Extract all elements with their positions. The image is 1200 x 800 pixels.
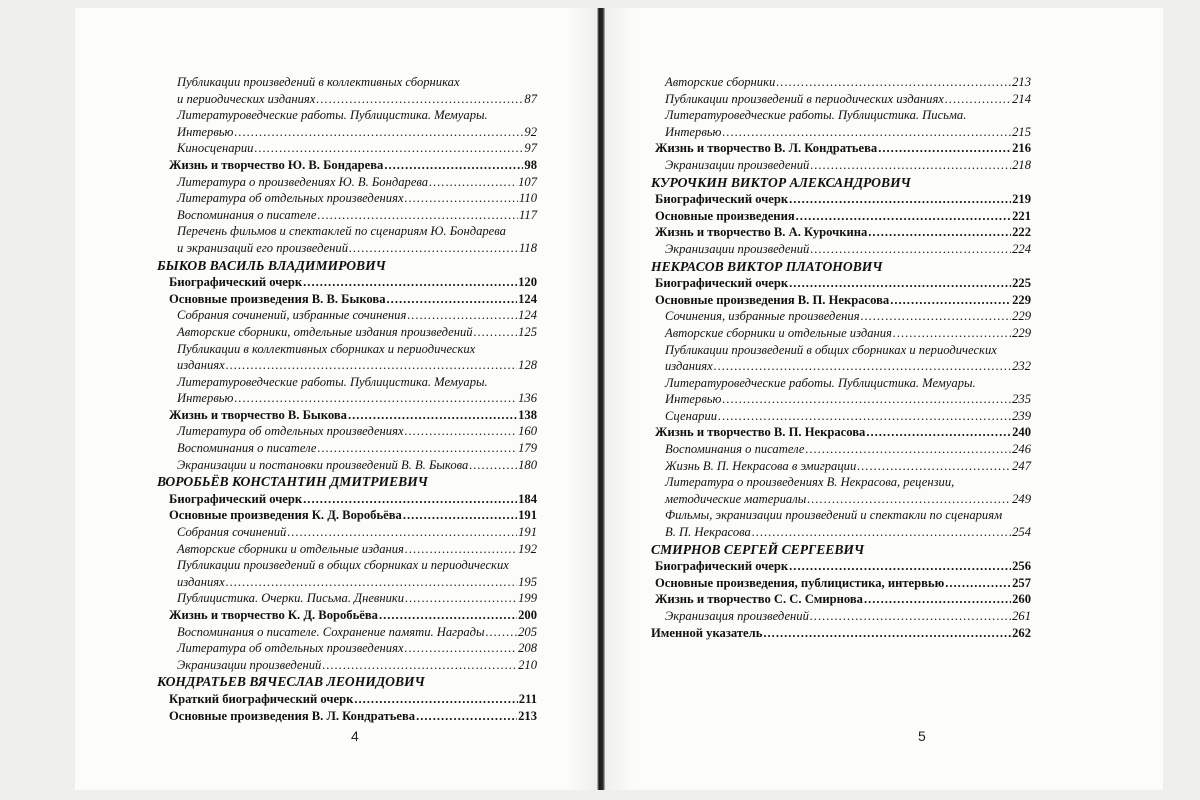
toc-dot-leader — [407, 307, 517, 324]
toc-entry — [157, 657, 537, 674]
toc-dot-leader — [322, 657, 517, 674]
toc-page-number: 199 — [518, 591, 537, 606]
toc-page-number: 225 — [1012, 276, 1031, 291]
toc-page-number: 97 — [524, 141, 537, 156]
toc-entry — [651, 458, 1031, 475]
toc-entry — [157, 174, 537, 191]
toc-entry — [157, 423, 537, 440]
toc-author-heading: БЫКОВ ВАСИЛЬ ВЛАДИМИРОВИЧ — [157, 257, 386, 273]
toc-entry-line: Литературоведческие работы. Публицистика. Мемуары. — [665, 375, 976, 390]
toc-entry-title: Экранизации и постановки произведений В. В. Быкова — [177, 457, 469, 472]
toc-entry-title: Жизнь и творчество В. П. Некрасова — [655, 425, 866, 440]
toc-page-number: 118 — [519, 240, 537, 255]
left-page-number: 4 — [351, 728, 359, 744]
toc-dot-leader — [405, 190, 518, 207]
toc-dot-leader — [403, 507, 517, 524]
toc-dot-leader — [405, 640, 518, 657]
toc-entry-title: Литература об отдельных произведениях — [177, 641, 404, 656]
toc-dot-leader — [354, 691, 517, 708]
right-toc — [651, 74, 1031, 641]
toc-page-number: 235 — [1012, 392, 1031, 407]
toc-dot-leader — [805, 441, 1011, 458]
toc-dot-leader — [796, 208, 1011, 225]
toc-entry-title: изданиях — [177, 574, 225, 589]
toc-entry — [651, 224, 1031, 241]
toc-page-number: 219 — [1012, 192, 1031, 207]
toc-entry — [651, 408, 1031, 425]
toc-entry — [157, 524, 537, 541]
toc-page-number: 200 — [518, 608, 537, 622]
toc-entry-title: Интервью — [665, 124, 722, 139]
left-page — [75, 8, 597, 790]
toc-dot-leader — [474, 324, 518, 341]
toc-dot-leader — [752, 524, 1011, 541]
toc-entry — [651, 358, 1031, 375]
toc-page-number: 240 — [1012, 425, 1031, 440]
toc-entry — [651, 424, 1031, 441]
toc-entry — [651, 74, 1031, 91]
toc-dot-leader — [226, 357, 517, 374]
toc-page-number: 246 — [1012, 442, 1031, 457]
toc-entry — [651, 524, 1031, 541]
toc-entry-title: Собрания сочинений, избранные сочинения — [177, 308, 407, 323]
toc-page-number: 92 — [524, 124, 537, 139]
toc-page-number: 180 — [518, 457, 537, 472]
toc-dot-leader — [416, 708, 517, 725]
toc-entry-line: Фильмы, экранизации произведений и спектакли по сценариям — [665, 508, 1003, 523]
toc-page-number: 261 — [1012, 609, 1031, 623]
toc-dot-leader — [287, 524, 517, 541]
toc-entry — [651, 625, 1031, 642]
toc-entry-title: Воспоминания о писателе — [665, 442, 805, 457]
toc-entry-title: Жизнь и творчество К. Д. Воробьёва — [169, 608, 378, 622]
toc-entry-title: Экранизации произведений — [177, 657, 322, 672]
toc-dot-leader — [866, 424, 1011, 441]
toc-entry — [157, 607, 537, 624]
toc-entry — [157, 240, 537, 257]
toc-entry — [651, 308, 1031, 325]
toc-dot-leader — [810, 157, 1011, 174]
toc-entry-title: Экранизации произведений — [665, 157, 810, 172]
toc-entry-title: В. П. Некрасова — [665, 525, 751, 540]
toc-dot-leader — [789, 558, 1011, 575]
toc-entry-title: Литература об отдельных произведениях — [177, 424, 404, 439]
toc-entry — [651, 241, 1031, 258]
toc-entry-title: Биографический очерк — [169, 491, 303, 506]
toc-entry — [157, 491, 537, 508]
toc-entry — [651, 275, 1031, 292]
right-page — [605, 8, 1163, 790]
toc-author-heading: НЕКРАСОВ ВИКТОР ПЛАТОНОВИЧ — [651, 258, 883, 274]
toc-entry-title: Именной указатель — [651, 625, 763, 640]
toc-page-number: 257 — [1012, 575, 1031, 590]
toc-dot-leader — [714, 358, 1011, 375]
toc-dot-leader — [864, 591, 1011, 608]
toc-entry — [157, 357, 537, 374]
toc-page-number: 224 — [1012, 241, 1031, 256]
toc-entry — [157, 640, 537, 657]
toc-page-number: 208 — [518, 641, 537, 656]
toc-page-number: 128 — [518, 358, 537, 373]
toc-page-number: 215 — [1012, 124, 1031, 139]
toc-dot-leader — [348, 407, 517, 424]
toc-dot-leader — [722, 124, 1011, 141]
toc-entry — [651, 491, 1031, 508]
toc-entry — [651, 558, 1031, 575]
toc-dot-leader — [810, 608, 1011, 625]
toc-entry — [157, 274, 537, 291]
toc-page-number: 211 — [518, 691, 537, 706]
toc-dot-leader — [945, 575, 1011, 592]
toc-entry-title: Основные произведения К. Д. Воробьёва — [169, 508, 402, 523]
toc-page-number: 179 — [518, 441, 537, 456]
toc-author-heading: КОНДРАТЬЕВ ВЯЧЕСЛАВ ЛЕОНИДОВИЧ — [157, 674, 425, 690]
toc-entry-title: Биографический очерк — [655, 276, 789, 291]
toc-entry — [651, 292, 1031, 309]
toc-entry — [157, 291, 537, 308]
toc-dot-leader — [861, 308, 1012, 325]
toc-page-number: 160 — [518, 424, 537, 439]
toc-page-number: 216 — [1012, 141, 1031, 156]
toc-entry — [651, 608, 1031, 625]
toc-entry-title: Авторские сборники и отдельные издания — [665, 325, 892, 340]
toc-dot-leader — [878, 140, 1011, 157]
toc-page-number: 222 — [1012, 225, 1031, 240]
toc-dot-leader — [722, 391, 1011, 408]
toc-page-number: 98 — [524, 157, 537, 172]
toc-entry — [157, 440, 537, 457]
toc-page-number: 120 — [518, 275, 537, 290]
toc-entry — [651, 325, 1031, 342]
toc-author-heading: СМИРНОВ СЕРГЕЙ СЕРГЕЕВИЧ — [651, 541, 865, 557]
toc-entry-title: Авторские сборники — [665, 75, 776, 89]
toc-page-number: 125 — [518, 324, 537, 339]
toc-page-number: 195 — [518, 574, 537, 589]
toc-entry-title: Собрания сочинений — [177, 525, 287, 540]
toc-page-number: 221 — [1012, 208, 1031, 223]
toc-dot-leader — [234, 124, 523, 141]
toc-dot-leader — [317, 207, 518, 224]
toc-dot-leader — [226, 574, 517, 591]
toc-entry — [157, 190, 537, 207]
toc-entry — [651, 124, 1031, 141]
toc-dot-leader — [486, 624, 518, 641]
toc-entry — [157, 541, 537, 558]
toc-page-number: 87 — [524, 91, 537, 106]
toc-entry-title: Публицистика. Очерки. Письма. Дневники — [177, 591, 405, 606]
toc-dot-leader — [810, 241, 1011, 258]
toc-page-number: 232 — [1012, 359, 1031, 374]
toc-dot-leader — [890, 292, 1011, 309]
toc-dot-leader — [405, 541, 517, 558]
toc-entry-title: Экранизации произведений — [665, 241, 810, 256]
toc-page-number: 239 — [1012, 408, 1031, 423]
toc-page-number: 124 — [518, 291, 537, 306]
toc-dot-leader — [384, 157, 523, 174]
toc-entry — [157, 140, 537, 157]
toc-entry — [157, 708, 537, 725]
toc-entry-title: Воспоминания о писателе — [177, 207, 317, 222]
toc-dot-leader — [789, 275, 1011, 292]
toc-entry — [157, 590, 537, 607]
toc-entry-line: Публикации произведений в коллективных сборниках — [177, 75, 460, 89]
toc-page-number: 191 — [518, 525, 537, 540]
toc-page-number: 260 — [1012, 592, 1031, 607]
toc-entry — [651, 208, 1031, 225]
toc-author-heading: ВОРОБЬЁВ КОНСТАНТИН ДМИТРИЕВИЧ — [157, 474, 428, 490]
toc-entry-title: Сценарии — [665, 408, 718, 423]
toc-dot-leader — [316, 91, 523, 108]
toc-page-number: 205 — [518, 624, 537, 639]
right-page-number: 5 — [918, 728, 926, 744]
toc-entry — [651, 140, 1031, 157]
toc-dot-leader — [379, 607, 517, 624]
toc-dot-leader — [807, 491, 1011, 508]
toc-dot-leader — [405, 590, 517, 607]
toc-dot-leader — [349, 240, 518, 257]
toc-entry-title: Основные произведения — [655, 208, 795, 223]
toc-entry-title: Жизнь и творчество С. С. Смирнова — [655, 592, 863, 607]
toc-page-number: 107 — [518, 174, 537, 189]
toc-page-number: 256 — [1012, 559, 1031, 574]
toc-page-number: 191 — [518, 508, 537, 523]
toc-entry-title: изданиях — [177, 358, 225, 373]
left-toc — [157, 74, 537, 724]
toc-entry-title: Воспоминания о писателе. Сохранение памяти. Награды — [177, 624, 485, 639]
toc-entry — [157, 307, 537, 324]
toc-entry — [157, 457, 537, 474]
toc-entry-title: и экранизаций его произведений — [177, 240, 349, 255]
toc-dot-leader — [303, 491, 517, 508]
toc-page-number: 229 — [1012, 325, 1031, 340]
toc-entry-title: Биографический очерк — [169, 275, 303, 290]
toc-page-number: 262 — [1012, 625, 1031, 640]
toc-entry-line: Публикации произведений в общих сборниках и периодических — [665, 342, 997, 357]
toc-entry — [157, 124, 537, 141]
toc-dot-leader — [303, 274, 517, 291]
toc-dot-leader — [789, 191, 1011, 208]
toc-entry-title: Интервью — [177, 391, 234, 406]
toc-page-number: 229 — [1012, 292, 1031, 307]
toc-entry — [157, 207, 537, 224]
toc-entry — [651, 391, 1031, 408]
toc-entry-title: методические материалы — [665, 491, 807, 506]
toc-entry — [651, 91, 1031, 108]
toc-entry-title: изданиях — [665, 359, 713, 374]
toc-dot-leader — [317, 440, 517, 457]
toc-page-number: 184 — [518, 491, 537, 506]
toc-entry — [651, 441, 1031, 458]
toc-entry — [157, 507, 537, 524]
toc-entry — [157, 390, 537, 407]
book-gutter — [597, 8, 605, 790]
toc-dot-leader — [234, 390, 517, 407]
toc-entry-line: Публикации в коллективных сборниках и периодических — [177, 341, 476, 356]
toc-entry-title: Основные произведения, публицистика, интервью — [655, 575, 945, 590]
toc-page-number: 247 — [1012, 458, 1031, 473]
toc-page-number: 249 — [1012, 491, 1031, 506]
toc-entry-title: Краткий биографический очерк — [169, 691, 354, 706]
toc-page-number: 192 — [518, 541, 537, 556]
toc-entry — [651, 575, 1031, 592]
toc-entry-line: Литература о произведениях В. Некрасова, рецензии, — [665, 475, 955, 490]
toc-entry-title: Биографический очерк — [655, 192, 789, 207]
toc-entry — [157, 574, 537, 591]
toc-entry-title: Киносценарии — [177, 141, 254, 156]
toc-entry-line: Литературоведческие работы. Публицистика. Мемуары. — [177, 108, 488, 123]
toc-dot-leader — [893, 325, 1011, 342]
toc-entry-title: Жизнь и творчество В. А. Курочкина — [655, 225, 868, 240]
book-spread — [75, 8, 1163, 790]
toc-page-number: 254 — [1012, 525, 1031, 540]
toc-entry-title: Жизнь В. П. Некрасова в эмиграции — [665, 458, 857, 473]
toc-entry — [157, 624, 537, 641]
toc-entry-title: Интервью — [177, 124, 234, 139]
toc-entry — [157, 691, 537, 708]
toc-entry-title: Основные произведения В. Л. Кондратьева — [169, 708, 416, 723]
toc-entry-line: Перечень фильмов и спектаклей по сценариям Ю. Бондарева — [177, 224, 506, 239]
toc-dot-leader — [776, 74, 1011, 91]
toc-entry-title: и периодических изданиях — [177, 91, 316, 106]
toc-page-number: 136 — [518, 391, 537, 406]
toc-dot-leader — [254, 140, 523, 157]
toc-entry-title: Основные произведения В. П. Некрасова — [655, 292, 890, 307]
toc-entry — [157, 324, 537, 341]
toc-entry — [651, 191, 1031, 208]
toc-entry-title: Биографический очерк — [655, 559, 789, 574]
toc-page-number: 213 — [1012, 75, 1031, 89]
toc-dot-leader — [868, 224, 1011, 241]
toc-dot-leader — [857, 458, 1011, 475]
toc-page-number: 218 — [1012, 157, 1031, 172]
toc-page-number: 210 — [518, 657, 537, 672]
toc-page-number: 229 — [1012, 309, 1031, 324]
toc-entry-title: Основные произведения В. В. Быкова — [169, 291, 386, 306]
toc-author-heading: КУРОЧКИН ВИКТОР АЛЕКСАНДРОВИЧ — [651, 174, 911, 190]
toc-entry-title: Интервью — [665, 392, 722, 407]
toc-page-number: 117 — [519, 207, 537, 222]
toc-page-number: 124 — [518, 308, 537, 323]
toc-entry — [651, 157, 1031, 174]
toc-entry — [157, 157, 537, 174]
toc-entry — [651, 591, 1031, 608]
toc-dot-leader — [763, 625, 1011, 642]
toc-entry-title: Авторские сборники и отдельные издания — [177, 541, 404, 556]
toc-entry-title: Воспоминания о писателе — [177, 441, 317, 456]
toc-entry-title: Литература об отдельных произведениях — [177, 191, 404, 206]
toc-page-number: 214 — [1012, 91, 1031, 106]
toc-entry-title: Жизнь и творчество Ю. В. Бондарева — [169, 157, 384, 172]
toc-dot-leader — [405, 423, 518, 440]
toc-entry-title: Экранизация произведений — [665, 609, 809, 623]
toc-entry — [157, 407, 537, 424]
toc-page-number: 213 — [518, 708, 537, 723]
toc-entry-title: Жизнь и творчество В. Л. Кондратьева — [655, 141, 878, 156]
toc-entry-title: Сочинения, избранные произведения — [665, 309, 860, 324]
toc-page-number: 138 — [518, 407, 537, 422]
toc-entry-title: Авторские сборники, отдельные издания произведений — [177, 324, 473, 339]
toc-entry-title: Публикации произведений в периодических изданиях — [665, 91, 944, 106]
toc-entry — [157, 91, 537, 108]
toc-dot-leader — [945, 91, 1011, 108]
toc-dot-leader — [387, 291, 518, 308]
toc-dot-leader — [429, 174, 517, 191]
toc-dot-leader — [469, 457, 517, 474]
toc-dot-leader — [718, 408, 1011, 425]
toc-entry-title: Жизнь и творчество В. Быкова — [169, 407, 347, 422]
toc-entry-line: Литературоведческие работы. Публицистика. Письма. — [665, 108, 967, 123]
toc-entry-line: Литературоведческие работы. Публицистика. Мемуары. — [177, 374, 488, 389]
toc-entry-title: Литература о произведениях Ю. В. Бондарева — [177, 174, 429, 189]
toc-page-number: 110 — [519, 191, 537, 206]
toc-entry-line: Публикации произведений в общих сборниках и периодических — [177, 558, 509, 573]
